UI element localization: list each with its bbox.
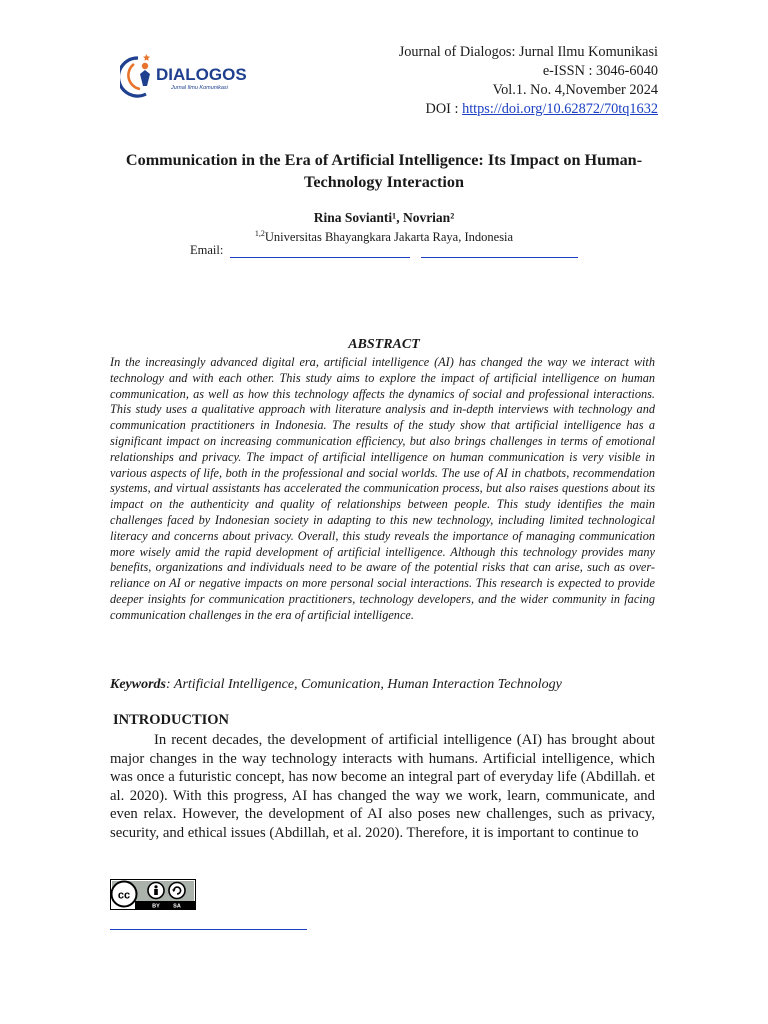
paper-authors: Rina Sovianti¹, Novrian² bbox=[313, 210, 455, 225]
affiliation-text: Universitas Bhayangkara Jakarta Raya, Indonesia bbox=[264, 230, 514, 245]
doi-link[interactable]: https://doi.org/10.62872/70tq1632 bbox=[462, 101, 658, 117]
journal-volume: Vol.1. No. 4,November 2024 bbox=[492, 82, 658, 98]
keywords-value: Artificial Intelligence, Comunication, Human Interaction Technology bbox=[173, 677, 562, 692]
by-label: BY bbox=[152, 903, 160, 910]
logo-tagline: Jurnal Ilmu Komunikasi bbox=[171, 85, 228, 91]
keywords: Keywords: Artificial Intelligence, Comunication, Human Interaction Technology bbox=[110, 677, 562, 692]
journal-doi bbox=[399, 100, 658, 119]
introduction-text bbox=[110, 731, 655, 843]
paper-title: Communication in the Era of Artificial Intelligence: Its Impact on Human-Technology Interaction bbox=[125, 151, 643, 191]
dialogos-logo-icon bbox=[120, 52, 260, 102]
journal-name: Journal of Dialogos: Jurnal Ilmu Komunikasi bbox=[398, 44, 658, 60]
introduction-paragraph: In recent decades, the development of artificial intelligence (AI) has brought about major changes in the way technology interacts with humans. Artificial intelligence, which was once a futuristic concept, has now become an integral part of everyday life (Abdillah. et al. 2020). With this progress, AI has changed the way we work, learn, communicate, and even relax. However, the development of AI also poses new challenges, such as privacy, security, and ethical issues (Abdillah, et al. 2020). Therefore, it is important to continue to bbox=[110, 732, 655, 841]
footnote-separator bbox=[110, 929, 307, 930]
journal-logo bbox=[120, 52, 260, 102]
journal-header bbox=[399, 43, 658, 119]
sa-label: SA bbox=[173, 903, 181, 910]
keywords-label: Keywords bbox=[110, 677, 166, 692]
journal-issn: e-ISSN : 3046-6040 bbox=[542, 63, 658, 79]
email-link-1[interactable] bbox=[230, 257, 410, 258]
svg-text:cc: cc bbox=[117, 889, 131, 902]
affiliation-marker: 1,2 bbox=[254, 229, 265, 238]
cc-icon bbox=[112, 882, 137, 907]
author-affiliation bbox=[100, 229, 668, 245]
cc-license-badge[interactable] bbox=[110, 879, 196, 915]
email-label: Email: bbox=[190, 243, 224, 257]
by-icon bbox=[148, 883, 164, 899]
email-link-2[interactable] bbox=[421, 257, 578, 258]
sa-icon bbox=[169, 883, 185, 899]
abstract-text: In the increasingly advanced digital era, artificial intelligence (AI) has changed the way we interact with technology and with each other. This study aims to explore the impact of artificial intelligence on human communication, as well as how this technology affects the dynamics of social and professional interactions. This study uses a qualitative approach with literature analysis and in-depth interviews with technology and communication practitioners in Indonesia. The results of the study show that artificial intelligence has a significant impact on increasing communication efficiency, but also brings challenges in terms of emotional relationships and privacy. The impact of artificial intelligence on human communication is very visible in various aspects of life, both in the professional and social worlds. The use of AI in chatbots, recommendation systems, and virtual assistants has accelerated the communication process, but also raises questions about its impact on the authenticity and quality of relationships between people. This study identifies the main challenges faced by Indonesian society in adapting to this new technology, including limited technological literacy and concerns about privacy. Overall, this study reveals the importance of managing communication more wisely amid the rapid development of artificial intelligence. Although this technology provides many benefits, organizations and individuals need to be aware of the potential risks that can arise, such as over-reliance on AI or negative impacts on more personal social interactions. This research is expected to provide deeper insights for communication practitioners, technology developers, and the wider community in facing communication challenges in the era of artificial intelligence. bbox=[110, 355, 655, 622]
abstract-heading: ABSTRACT bbox=[348, 337, 420, 352]
doi-label: DOI : bbox=[425, 101, 459, 117]
introduction-heading: INTRODUCTION bbox=[113, 712, 230, 728]
logo-name: DIALOGOS bbox=[156, 65, 247, 84]
